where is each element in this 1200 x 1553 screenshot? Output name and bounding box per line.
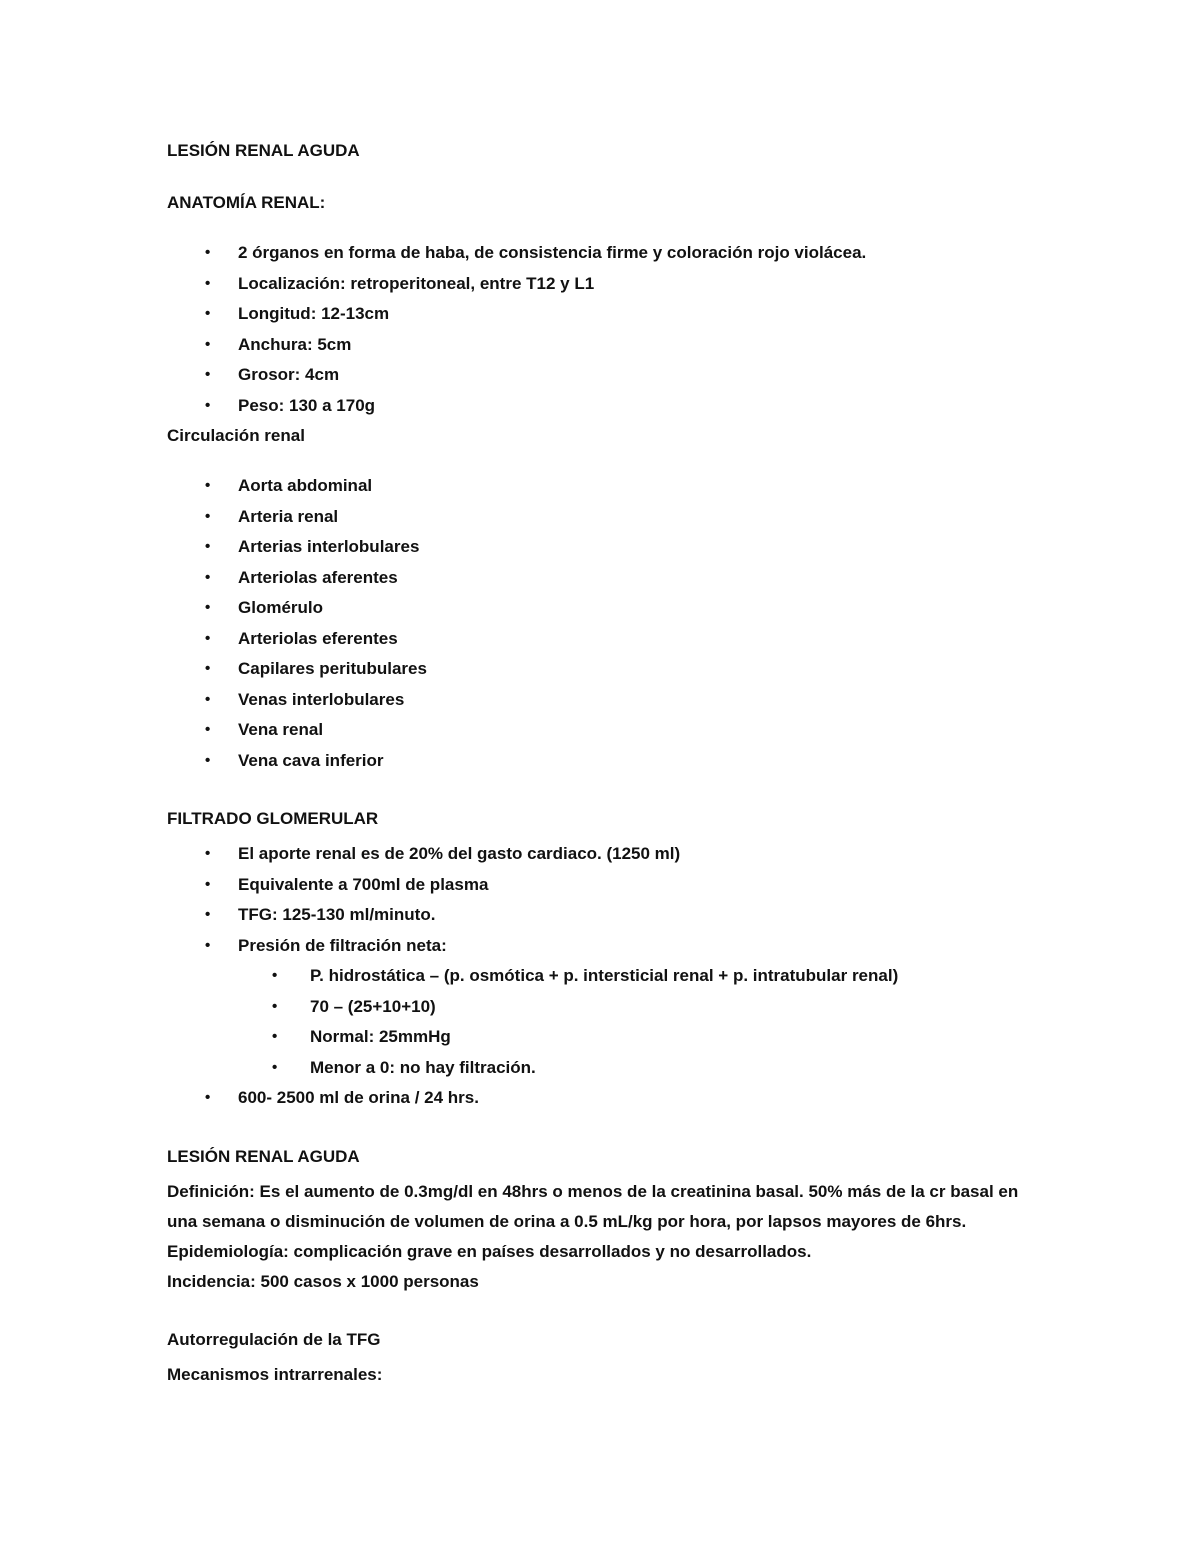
- list-item-text: Presión de filtración neta:: [238, 935, 447, 955]
- list-item-text: TFG: 125-130 ml/minuto.: [238, 905, 436, 924]
- bullet-list: [238, 961, 1035, 1083]
- list-item: [167, 870, 1035, 901]
- bullet-list: [167, 839, 1035, 1114]
- bullet-icon: •: [205, 721, 211, 738]
- paragraph: Definición: Es el aumento de 0.3mg/dl en 48hrs o menos de la creatinina basal. 50% más de la cr basal en una semana o disminución de volumen de orina a 0.5 mL/kg por hora, por lapsos mayores de 6hrs.: [167, 1181, 1019, 1231]
- list-item-text: Arteriolas aferentes: [238, 567, 398, 587]
- list-item-text: P. hidrostática – (p. osmótica + p. intersticial renal + p. intratubular renal): [310, 966, 899, 985]
- list-item-text: Localización: retroperitoneal, entre T12 y L1: [238, 273, 595, 293]
- list-item: [167, 269, 1035, 300]
- list-item: [167, 532, 1035, 563]
- section-heading: FILTRADO GLOMERULAR: [167, 809, 379, 828]
- list-item: [167, 391, 1035, 422]
- bullet-icon: •: [205, 244, 211, 261]
- list-item: [238, 992, 1035, 1023]
- bullet-icon: •: [205, 875, 211, 893]
- paragraph: Epidemiología: complicación grave en países desarrollados y no desarrollados.: [167, 1241, 812, 1261]
- list-item: [238, 961, 1035, 992]
- bullet-icon: •: [272, 967, 278, 984]
- list-item: [167, 563, 1035, 594]
- list-item: [167, 593, 1035, 624]
- bullet-icon: •: [205, 538, 211, 555]
- list-item-text: Peso: 130 a 170g: [238, 395, 376, 415]
- bullet-icon: •: [272, 997, 278, 1015]
- list-item: [167, 931, 1035, 1084]
- list-item: [167, 471, 1035, 502]
- list-item: [167, 1083, 1035, 1114]
- bullet-icon: •: [205, 936, 211, 954]
- bullet-icon: •: [205, 660, 211, 677]
- list-item: [167, 299, 1035, 330]
- list-item-text: Menor a 0: no hay filtración.: [310, 1057, 536, 1077]
- section-heading: LESIÓN RENAL AGUDA: [167, 1146, 360, 1166]
- bullet-icon: •: [205, 845, 211, 862]
- bullet-icon: •: [205, 477, 211, 494]
- list-item: [167, 238, 1035, 269]
- section-subheading: Circulación renal: [167, 426, 305, 445]
- list-item: [167, 654, 1035, 685]
- document-body: [167, 136, 1035, 1390]
- list-item-text: Vena renal: [238, 720, 324, 739]
- list-item-text: 70 – (25+10+10): [310, 996, 436, 1016]
- list-item: [238, 1022, 1035, 1053]
- list-item-text: Arteria renal: [238, 506, 339, 526]
- bullet-list: [167, 238, 1035, 421]
- list-item-text: Anchura: 5cm: [238, 334, 352, 354]
- list-item-text: Longitud: 12-13cm: [238, 304, 390, 323]
- section-label: ANATOMÍA RENAL:: [167, 193, 326, 212]
- bullet-icon: •: [205, 305, 211, 322]
- list-item-text: Normal: 25mmHg: [310, 1027, 451, 1046]
- document-title: LESIÓN RENAL AGUDA: [167, 141, 360, 160]
- bullet-icon: •: [205, 1089, 211, 1106]
- list-item-text: 600- 2500 ml de orina / 24 hrs.: [238, 1088, 479, 1107]
- bullet-icon: •: [205, 507, 211, 525]
- list-item: [167, 900, 1035, 931]
- list-item: [167, 330, 1035, 361]
- list-item-text: Arterias interlobulares: [238, 537, 420, 556]
- list-item: [167, 502, 1035, 533]
- bullet-icon: •: [205, 366, 211, 383]
- list-item-text: Glomérulo: [238, 598, 324, 617]
- bullet-icon: •: [272, 1058, 278, 1076]
- list-item-text: Capilares peritubulares: [238, 659, 427, 678]
- list-item: [167, 685, 1035, 716]
- bullet-icon: •: [205, 396, 211, 414]
- list-item: [167, 746, 1035, 777]
- list-item-text: Arteriolas eferentes: [238, 628, 398, 648]
- bullet-icon: •: [205, 751, 211, 769]
- bullet-icon: •: [205, 335, 211, 353]
- list-item: [167, 360, 1035, 391]
- list-item-text: Aorta abdominal: [238, 476, 373, 495]
- list-item-text: Venas interlobulares: [238, 689, 405, 709]
- list-item-text: El aporte renal es de 20% del gasto cardiaco. (1250 ml): [238, 844, 681, 863]
- paragraph: Incidencia: 500 casos x 1000 personas: [167, 1271, 479, 1291]
- list-item-text: Vena cava inferior: [238, 750, 384, 770]
- list-item: [167, 624, 1035, 655]
- bullet-icon: •: [272, 1028, 278, 1045]
- bullet-icon: •: [205, 629, 211, 647]
- list-item-text: Grosor: 4cm: [238, 365, 340, 384]
- bullet-icon: •: [205, 599, 211, 616]
- section-heading: Autorregulación de la TFG: [167, 1329, 381, 1349]
- list-item: [167, 715, 1035, 746]
- list-item-text: 2 órganos en forma de haba, de consistencia firme y coloración rojo violácea.: [238, 243, 867, 262]
- bullet-icon: •: [205, 568, 211, 586]
- paragraph: Mecanismos intrarrenales:: [167, 1364, 383, 1384]
- bullet-list: [167, 471, 1035, 776]
- bullet-icon: •: [205, 906, 211, 923]
- bullet-icon: •: [205, 690, 211, 708]
- list-item-text: Equivalente a 700ml de plasma: [238, 874, 489, 894]
- bullet-icon: •: [205, 274, 211, 292]
- list-item: [167, 839, 1035, 870]
- list-item: [238, 1053, 1035, 1084]
